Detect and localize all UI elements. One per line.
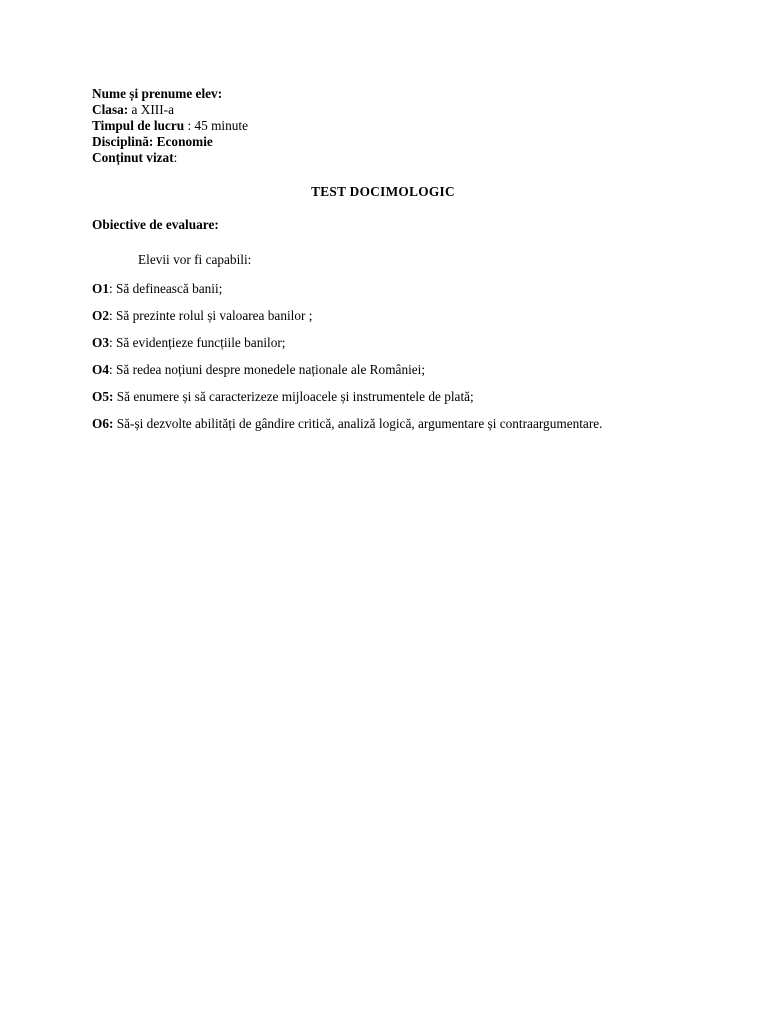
student-info-header [92, 86, 674, 166]
objectives-list [92, 281, 674, 432]
class-value: a XIII-a [131, 102, 174, 117]
objective-item [92, 281, 674, 297]
objective-code: O2 [92, 308, 109, 324]
class-line [92, 102, 674, 118]
objective-text: Să enumere și să caracterizeze mijloacele și instrumentele de plată; [116, 389, 474, 405]
student-name-label: Nume și prenume elev: [92, 86, 223, 101]
work-time-line [92, 118, 674, 134]
work-time-label: Timpul de lucru [92, 118, 185, 133]
objective-text: Să definească banii; [116, 281, 223, 297]
objective-item [92, 362, 674, 378]
objective-text: Să redea noțiuni despre monedele naționale ale României; [116, 362, 426, 378]
document-title: TEST DOCIMOLOGIC [311, 184, 455, 199]
discipline-label: Disciplină: [92, 134, 154, 149]
objective-separator: : [109, 362, 113, 378]
objectives-intro: Elevii vor fi capabili: [138, 252, 252, 267]
objective-item [92, 308, 674, 324]
document-page [92, 86, 674, 443]
content-label: Conținut vizat [92, 150, 174, 165]
discipline-line [92, 134, 674, 150]
objective-text: Să-și dezvolte abilități de gândire critică, analiză logică, argumentare și contraargumentare. [116, 416, 603, 432]
objective-code: O6: [92, 416, 114, 432]
objectives-heading: Obiective de evaluare: [92, 217, 219, 232]
work-time-value: : 45 minute [187, 118, 249, 133]
objective-separator: : [109, 308, 113, 324]
objective-item [92, 335, 674, 351]
content-line [92, 150, 674, 166]
objective-item [92, 389, 674, 405]
objective-item [92, 416, 674, 432]
class-label: Clasa: [92, 102, 129, 117]
discipline-value: Economie [156, 134, 213, 149]
objective-separator: : [109, 281, 113, 297]
objective-text: Să evidențieze funcțiile banilor; [116, 335, 286, 351]
objective-separator: : [109, 335, 113, 351]
objective-code: O5: [92, 389, 114, 405]
student-name-line [92, 86, 674, 102]
objective-code: O3 [92, 335, 109, 351]
content-value: : [173, 150, 178, 165]
objective-code: O1 [92, 281, 109, 297]
objective-text: Să prezinte rolul și valoarea banilor ; [116, 308, 313, 324]
objective-code: O4 [92, 362, 109, 378]
